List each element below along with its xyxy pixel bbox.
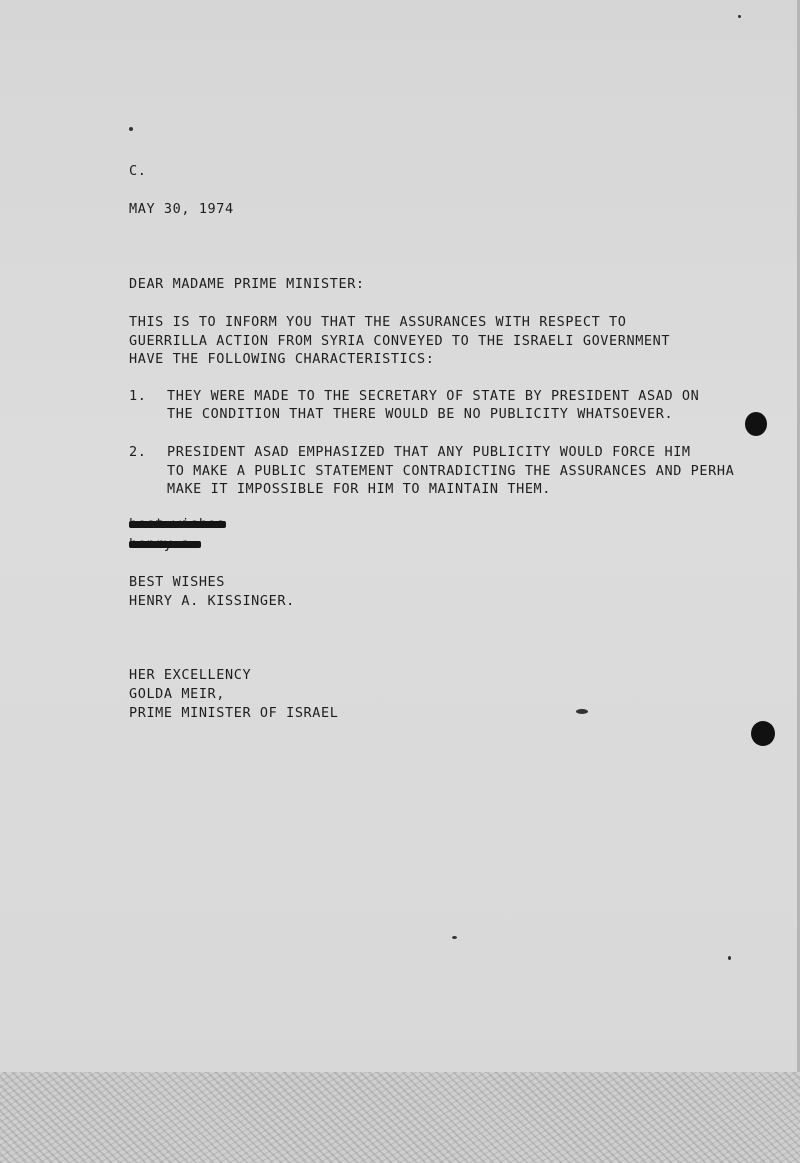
- strikethrough-mark: [129, 521, 226, 528]
- closing-line: BEST WISHES: [129, 574, 226, 590]
- item-number: 1.: [129, 388, 147, 404]
- intro-line: GUERRILLA ACTION FROM SYRIA CONVEYED TO THE ISRAELI GOVERNMENT: [129, 333, 671, 349]
- letter-date: MAY 30, 1974: [129, 201, 234, 217]
- intro-line: HAVE THE FOLLOWING CHARACTERISTICS:: [129, 351, 435, 367]
- scan-blot: [751, 721, 775, 746]
- scan-speck: [728, 956, 731, 960]
- item-line: THEY WERE MADE TO THE SECRETARY OF STATE BY PRESIDENT ASAD ON: [167, 388, 700, 404]
- item-line: MAKE IT IMPOSSIBLE FOR HIM TO MAINTAIN THEM.: [167, 481, 552, 497]
- section-marker: C.: [129, 163, 147, 179]
- signature-name: HENRY A. KISSINGER.: [129, 593, 295, 609]
- salutation: DEAR MADAME PRIME MINISTER:: [129, 276, 365, 292]
- scan-noise-band: [0, 1072, 800, 1163]
- intro-line: THIS IS TO INFORM YOU THAT THE ASSURANCES WITH RESPECT TO: [129, 314, 627, 330]
- scan-blot: [745, 412, 767, 436]
- item-line: PRESIDENT ASAD EMPHASIZED THAT ANY PUBLICITY WOULD FORCE HIM: [167, 444, 691, 460]
- item-line: THE CONDITION THAT THERE WOULD BE NO PUBLICITY WHATSOEVER.: [167, 406, 674, 422]
- item-number: 2.: [129, 444, 147, 460]
- addressee-line: HER EXCELLENCY: [129, 667, 252, 683]
- addressee-line: GOLDA MEIR,: [129, 686, 226, 702]
- scan-speck: [576, 709, 588, 714]
- item-line: TO MAKE A PUBLIC STATEMENT CONTRADICTING THE ASSURANCES AND PERHA: [167, 463, 735, 479]
- scan-speck: [738, 15, 741, 18]
- scan-speck: [452, 936, 457, 939]
- addressee-line: PRIME MINISTER OF ISRAEL: [129, 705, 339, 721]
- scan-speck: [129, 127, 133, 131]
- strikethrough-mark: [129, 541, 201, 548]
